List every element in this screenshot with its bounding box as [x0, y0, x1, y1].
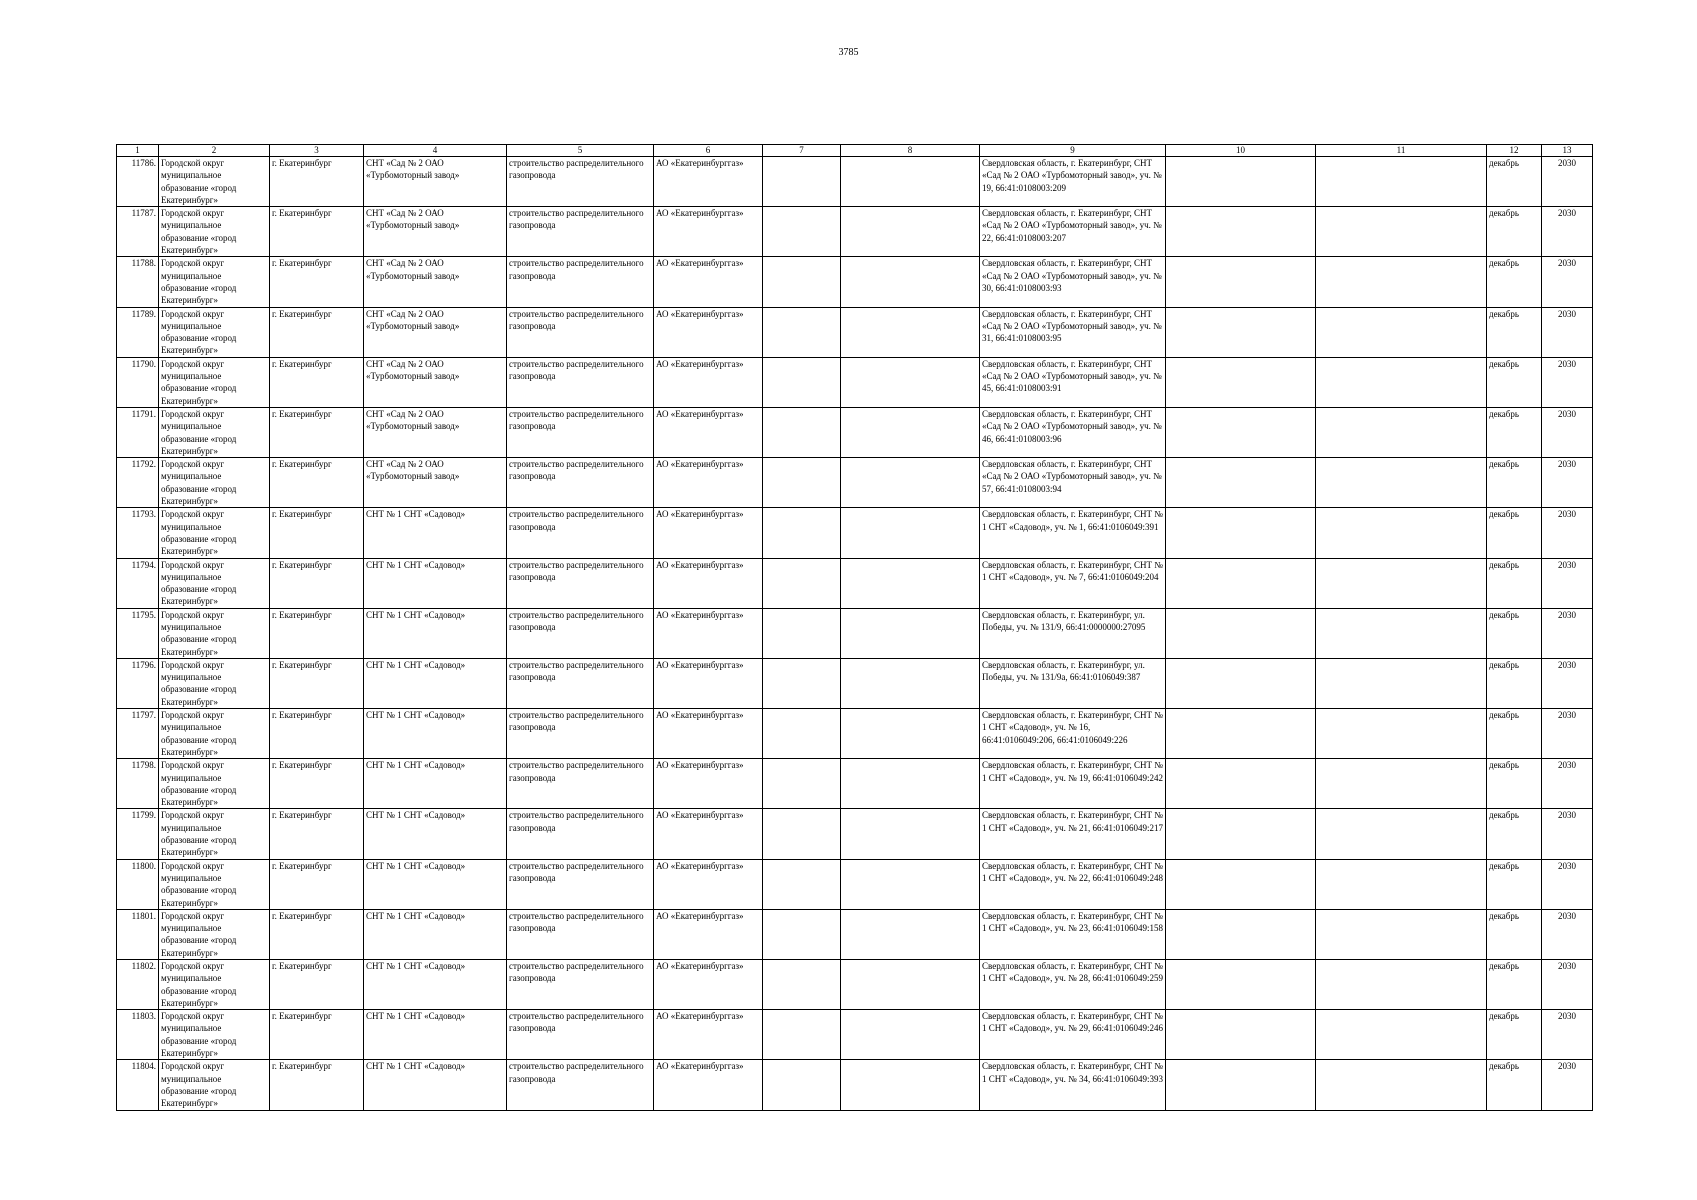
column-header-7: 7 [763, 145, 841, 157]
table-row [117, 508, 1593, 558]
cell-col-11 [1316, 709, 1487, 759]
cell-col-11 [1316, 558, 1487, 608]
cell-col-8 [841, 207, 980, 257]
cell-row-number: 11799. [117, 809, 159, 859]
cell-col-11 [1316, 207, 1487, 257]
cell-municipality: Городской округ муниципальное образование «город Екатеринбург» [159, 508, 270, 558]
cell-municipality: Городской округ муниципальное образование «город Екатеринбург» [159, 257, 270, 307]
table-row [117, 207, 1593, 257]
cell-month: декабрь [1487, 207, 1542, 257]
cell-city: г. Екатеринбург [270, 157, 364, 207]
cell-organization: АО «Екатеринбурггаз» [654, 759, 763, 809]
table-row [117, 407, 1593, 457]
cell-snt-name: СНТ «Сад № 2 ОАО «Турбомоторный завод» [364, 257, 507, 307]
cell-col-10 [1166, 458, 1316, 508]
cell-work-type: строительство распределительного газопровода [507, 859, 654, 909]
cell-work-type: строительство распределительного газопровода [507, 157, 654, 207]
cell-year: 2030 [1542, 960, 1593, 1010]
cell-col-11 [1316, 759, 1487, 809]
cell-col-8 [841, 1060, 980, 1110]
cell-year: 2030 [1542, 207, 1593, 257]
cell-col-11 [1316, 1010, 1487, 1060]
cell-month: декабрь [1487, 257, 1542, 307]
cell-row-number: 11798. [117, 759, 159, 809]
cell-row-number: 11788. [117, 257, 159, 307]
cell-col-10 [1166, 357, 1316, 407]
cell-col-10 [1166, 909, 1316, 959]
cell-year: 2030 [1542, 508, 1593, 558]
cell-col-7 [763, 407, 841, 457]
cell-work-type: строительство распределительного газопровода [507, 909, 654, 959]
cell-month: декабрь [1487, 809, 1542, 859]
table-row [117, 658, 1593, 708]
table-row [117, 960, 1593, 1010]
cell-organization: АО «Екатеринбурггаз» [654, 357, 763, 407]
cell-address: Свердловская область, г. Екатеринбург, СНТ № 1 СНТ «Садовод», уч. № 23, 66:41:0106049:158 [980, 909, 1166, 959]
cell-municipality: Городской округ муниципальное образование «город Екатеринбург» [159, 207, 270, 257]
column-header-8: 8 [841, 145, 980, 157]
cell-organization: АО «Екатеринбурггаз» [654, 207, 763, 257]
cell-snt-name: СНТ № 1 СНТ «Садовод» [364, 658, 507, 708]
table-row [117, 1060, 1593, 1110]
cell-col-11 [1316, 960, 1487, 1010]
cell-address: Свердловская область, г. Екатеринбург, СНТ № 1 СНТ «Садовод», уч. № 1, 66:41:0106049:391 [980, 508, 1166, 558]
cell-year: 2030 [1542, 658, 1593, 708]
cell-month: декабрь [1487, 508, 1542, 558]
table-row [117, 157, 1593, 207]
cell-month: декабрь [1487, 407, 1542, 457]
cell-snt-name: СНТ № 1 СНТ «Садовод» [364, 508, 507, 558]
cell-organization: АО «Екатеринбурггаз» [654, 307, 763, 357]
cell-col-8 [841, 658, 980, 708]
cell-city: г. Екатеринбург [270, 1060, 364, 1110]
table-row [117, 558, 1593, 608]
cell-city: г. Екатеринбург [270, 1010, 364, 1060]
cell-month: декабрь [1487, 307, 1542, 357]
cell-city: г. Екатеринбург [270, 759, 364, 809]
cell-work-type: строительство распределительного газопровода [507, 1010, 654, 1060]
cell-row-number: 11804. [117, 1060, 159, 1110]
cell-organization: АО «Екатеринбурггаз» [654, 1060, 763, 1110]
cell-col-7 [763, 1060, 841, 1110]
cell-row-number: 11795. [117, 608, 159, 658]
cell-work-type: строительство распределительного газопровода [507, 558, 654, 608]
cell-snt-name: СНТ № 1 СНТ «Садовод» [364, 1010, 507, 1060]
cell-col-7 [763, 709, 841, 759]
cell-city: г. Екатеринбург [270, 859, 364, 909]
cell-organization: АО «Екатеринбурггаз» [654, 709, 763, 759]
table-row [117, 307, 1593, 357]
cell-work-type: строительство распределительного газопровода [507, 207, 654, 257]
cell-municipality: Городской округ муниципальное образование «город Екатеринбург» [159, 407, 270, 457]
cell-snt-name: СНТ № 1 СНТ «Садовод» [364, 960, 507, 1010]
cell-row-number: 11794. [117, 558, 159, 608]
cell-snt-name: СНТ «Сад № 2 ОАО «Турбомоторный завод» [364, 157, 507, 207]
cell-col-10 [1166, 207, 1316, 257]
cell-col-10 [1166, 307, 1316, 357]
cell-municipality: Городской округ муниципальное образование «город Екатеринбург» [159, 759, 270, 809]
cell-city: г. Екатеринбург [270, 709, 364, 759]
cell-address: Свердловская область, г. Екатеринбург, СНТ «Сад № 2 ОАО «Турбомоторный завод», уч. № 30, 66:41:0108003:93 [980, 257, 1166, 307]
cell-col-7 [763, 307, 841, 357]
cell-col-11 [1316, 307, 1487, 357]
cell-col-11 [1316, 909, 1487, 959]
cell-snt-name: СНТ «Сад № 2 ОАО «Турбомоторный завод» [364, 207, 507, 257]
cell-col-10 [1166, 508, 1316, 558]
cell-municipality: Городской округ муниципальное образование «город Екатеринбург» [159, 709, 270, 759]
table-row [117, 357, 1593, 407]
column-header-12: 12 [1487, 145, 1542, 157]
cell-col-8 [841, 407, 980, 457]
cell-col-11 [1316, 809, 1487, 859]
cell-municipality: Городской округ муниципальное образование «город Екатеринбург» [159, 809, 270, 859]
cell-address: Свердловская область, г. Екатеринбург, СНТ № 1 СНТ «Садовод», уч. № 34, 66:41:0106049:393 [980, 1060, 1166, 1110]
cell-work-type: строительство распределительного газопровода [507, 257, 654, 307]
cell-address: Свердловская область, г. Екатеринбург, СНТ «Сад № 2 ОАО «Турбомоторный завод», уч. № 46, 66:41:0108003:96 [980, 407, 1166, 457]
cell-organization: АО «Екатеринбурггаз» [654, 1010, 763, 1060]
cell-year: 2030 [1542, 407, 1593, 457]
cell-snt-name: СНТ № 1 СНТ «Садовод» [364, 759, 507, 809]
cell-col-7 [763, 357, 841, 407]
cell-row-number: 11793. [117, 508, 159, 558]
cell-col-10 [1166, 608, 1316, 658]
cell-organization: АО «Екатеринбурггаз» [654, 257, 763, 307]
cell-col-11 [1316, 157, 1487, 207]
table-row [117, 809, 1593, 859]
cell-snt-name: СНТ «Сад № 2 ОАО «Турбомоторный завод» [364, 458, 507, 508]
cell-municipality: Городской округ муниципальное образование «город Екатеринбург» [159, 608, 270, 658]
cell-col-10 [1166, 658, 1316, 708]
cell-city: г. Екатеринбург [270, 809, 364, 859]
cell-municipality: Городской округ муниципальное образование «город Екатеринбург» [159, 558, 270, 608]
cell-col-8 [841, 608, 980, 658]
cell-col-7 [763, 157, 841, 207]
table-row [117, 1010, 1593, 1060]
cell-work-type: строительство распределительного газопровода [507, 407, 654, 457]
cell-municipality: Городской округ муниципальное образование «город Екатеринбург» [159, 960, 270, 1010]
cell-address: Свердловская область, г. Екатеринбург, ул. Победы, уч. № 131/9а, 66:41:0106049:387 [980, 658, 1166, 708]
cell-municipality: Городской округ муниципальное образование «город Екатеринбург» [159, 1060, 270, 1110]
cell-col-7 [763, 558, 841, 608]
cell-work-type: строительство распределительного газопровода [507, 458, 654, 508]
cell-col-8 [841, 307, 980, 357]
cell-municipality: Городской округ муниципальное образование «город Екатеринбург» [159, 157, 270, 207]
cell-municipality: Городской округ муниципальное образование «город Екатеринбург» [159, 458, 270, 508]
header-row [117, 145, 1593, 157]
cell-col-7 [763, 1010, 841, 1060]
cell-work-type: строительство распределительного газопровода [507, 357, 654, 407]
column-header-10: 10 [1166, 145, 1316, 157]
cell-address: Свердловская область, г. Екатеринбург, СНТ «Сад № 2 ОАО «Турбомоторный завод», уч. № 19, 66:41:0108003:209 [980, 157, 1166, 207]
cell-year: 2030 [1542, 1060, 1593, 1110]
cell-year: 2030 [1542, 809, 1593, 859]
register-table [116, 144, 1593, 1111]
cell-col-10 [1166, 809, 1316, 859]
cell-col-7 [763, 257, 841, 307]
cell-row-number: 11797. [117, 709, 159, 759]
cell-work-type: строительство распределительного газопровода [507, 508, 654, 558]
cell-col-11 [1316, 608, 1487, 658]
cell-municipality: Городской округ муниципальное образование «город Екатеринбург» [159, 307, 270, 357]
cell-snt-name: СНТ «Сад № 2 ОАО «Турбомоторный завод» [364, 357, 507, 407]
cell-year: 2030 [1542, 709, 1593, 759]
cell-address: Свердловская область, г. Екатеринбург, СНТ № 1 СНТ «Садовод», уч. № 22, 66:41:0106049:248 [980, 859, 1166, 909]
cell-col-7 [763, 508, 841, 558]
table-row [117, 909, 1593, 959]
cell-snt-name: СНТ «Сад № 2 ОАО «Турбомоторный завод» [364, 307, 507, 357]
cell-municipality: Городской округ муниципальное образование «город Екатеринбург» [159, 658, 270, 708]
cell-year: 2030 [1542, 608, 1593, 658]
cell-city: г. Екатеринбург [270, 658, 364, 708]
cell-work-type: строительство распределительного газопровода [507, 759, 654, 809]
cell-year: 2030 [1542, 458, 1593, 508]
cell-work-type: строительство распределительного газопровода [507, 960, 654, 1010]
cell-year: 2030 [1542, 759, 1593, 809]
cell-month: декабрь [1487, 909, 1542, 959]
cell-col-10 [1166, 1010, 1316, 1060]
cell-work-type: строительство распределительного газопровода [507, 608, 654, 658]
cell-city: г. Екатеринбург [270, 909, 364, 959]
table-row [117, 608, 1593, 658]
cell-organization: АО «Екатеринбурггаз» [654, 608, 763, 658]
cell-month: декабрь [1487, 759, 1542, 809]
cell-col-7 [763, 207, 841, 257]
cell-col-8 [841, 558, 980, 608]
cell-city: г. Екатеринбург [270, 558, 364, 608]
cell-organization: АО «Екатеринбурггаз» [654, 558, 763, 608]
cell-organization: АО «Екатеринбурггаз» [654, 909, 763, 959]
cell-col-11 [1316, 257, 1487, 307]
table-row [117, 458, 1593, 508]
cell-col-7 [763, 909, 841, 959]
cell-col-8 [841, 508, 980, 558]
cell-row-number: 11800. [117, 859, 159, 909]
cell-col-8 [841, 1010, 980, 1060]
cell-col-11 [1316, 859, 1487, 909]
cell-month: декабрь [1487, 1010, 1542, 1060]
cell-city: г. Екатеринбург [270, 407, 364, 457]
cell-month: декабрь [1487, 960, 1542, 1010]
column-header-13: 13 [1542, 145, 1593, 157]
cell-year: 2030 [1542, 157, 1593, 207]
cell-municipality: Городской округ муниципальное образование «город Екатеринбург» [159, 909, 270, 959]
cell-col-11 [1316, 407, 1487, 457]
page-number: 3785 [838, 47, 859, 58]
cell-row-number: 11803. [117, 1010, 159, 1060]
cell-month: декабрь [1487, 859, 1542, 909]
cell-row-number: 11786. [117, 157, 159, 207]
column-header-3: 3 [270, 145, 364, 157]
cell-row-number: 11802. [117, 960, 159, 1010]
cell-col-7 [763, 960, 841, 1010]
cell-city: г. Екатеринбург [270, 608, 364, 658]
cell-year: 2030 [1542, 307, 1593, 357]
cell-col-10 [1166, 257, 1316, 307]
cell-month: декабрь [1487, 157, 1542, 207]
cell-col-10 [1166, 157, 1316, 207]
cell-snt-name: СНТ № 1 СНТ «Садовод» [364, 859, 507, 909]
cell-month: декабрь [1487, 608, 1542, 658]
cell-address: Свердловская область, г. Екатеринбург, ул. Победы, уч. № 131/9, 66:41:0000000:27095 [980, 608, 1166, 658]
cell-organization: АО «Екатеринбурггаз» [654, 859, 763, 909]
cell-row-number: 11790. [117, 357, 159, 407]
cell-municipality: Городской округ муниципальное образование «город Екатеринбург» [159, 357, 270, 407]
table-row [117, 257, 1593, 307]
column-header-2: 2 [159, 145, 270, 157]
cell-organization: АО «Екатеринбурггаз» [654, 157, 763, 207]
cell-organization: АО «Екатеринбурггаз» [654, 658, 763, 708]
cell-col-10 [1166, 558, 1316, 608]
cell-address: Свердловская область, г. Екатеринбург, СНТ № 1 СНТ «Садовод», уч. № 29, 66:41:0106049:246 [980, 1010, 1166, 1060]
cell-address: Свердловская область, г. Екатеринбург, СНТ № 1 СНТ «Садовод», уч. № 28, 66:41:0106049:259 [980, 960, 1166, 1010]
cell-row-number: 11792. [117, 458, 159, 508]
cell-work-type: строительство распределительного газопровода [507, 809, 654, 859]
cell-col-10 [1166, 1060, 1316, 1110]
cell-col-8 [841, 809, 980, 859]
cell-organization: АО «Екатеринбурггаз» [654, 809, 763, 859]
cell-year: 2030 [1542, 257, 1593, 307]
cell-col-8 [841, 257, 980, 307]
cell-month: декабрь [1487, 709, 1542, 759]
cell-address: Свердловская область, г. Екатеринбург, СНТ «Сад № 2 ОАО «Турбомоторный завод», уч. № 57, 66:41:0108003:94 [980, 458, 1166, 508]
cell-month: декабрь [1487, 1060, 1542, 1110]
cell-month: декабрь [1487, 558, 1542, 608]
table-header [117, 145, 1593, 157]
cell-city: г. Екатеринбург [270, 357, 364, 407]
cell-col-11 [1316, 508, 1487, 558]
cell-col-11 [1316, 658, 1487, 708]
cell-municipality: Городской округ муниципальное образование «город Екатеринбург» [159, 1010, 270, 1060]
cell-col-11 [1316, 458, 1487, 508]
cell-col-10 [1166, 859, 1316, 909]
cell-snt-name: СНТ № 1 СНТ «Садовод» [364, 809, 507, 859]
cell-snt-name: СНТ № 1 СНТ «Садовод» [364, 709, 507, 759]
table-row [117, 759, 1593, 809]
column-header-11: 11 [1316, 145, 1487, 157]
cell-col-10 [1166, 407, 1316, 457]
cell-col-10 [1166, 960, 1316, 1010]
cell-row-number: 11801. [117, 909, 159, 959]
cell-month: декабрь [1487, 658, 1542, 708]
cell-col-10 [1166, 759, 1316, 809]
cell-snt-name: СНТ № 1 СНТ «Садовод» [364, 1060, 507, 1110]
cell-city: г. Екатеринбург [270, 458, 364, 508]
cell-organization: АО «Екатеринбурггаз» [654, 508, 763, 558]
column-header-9: 9 [980, 145, 1166, 157]
cell-col-7 [763, 859, 841, 909]
cell-city: г. Екатеринбург [270, 960, 364, 1010]
cell-row-number: 11787. [117, 207, 159, 257]
cell-year: 2030 [1542, 558, 1593, 608]
cell-col-7 [763, 458, 841, 508]
cell-col-11 [1316, 357, 1487, 407]
column-header-6: 6 [654, 145, 763, 157]
cell-address: Свердловская область, г. Екатеринбург, СНТ № 1 СНТ «Садовод», уч. № 7, 66:41:0106049:204 [980, 558, 1166, 608]
cell-col-8 [841, 709, 980, 759]
cell-row-number: 11796. [117, 658, 159, 708]
cell-work-type: строительство распределительного газопровода [507, 307, 654, 357]
cell-col-7 [763, 759, 841, 809]
cell-row-number: 11789. [117, 307, 159, 357]
cell-city: г. Екатеринбург [270, 207, 364, 257]
cell-city: г. Екатеринбург [270, 307, 364, 357]
cell-col-10 [1166, 709, 1316, 759]
cell-work-type: строительство распределительного газопровода [507, 709, 654, 759]
cell-city: г. Екатеринбург [270, 508, 364, 558]
cell-col-11 [1316, 1060, 1487, 1110]
cell-work-type: строительство распределительного газопровода [507, 658, 654, 708]
cell-row-number: 11791. [117, 407, 159, 457]
cell-snt-name: СНТ № 1 СНТ «Садовод» [364, 558, 507, 608]
cell-address: Свердловская область, г. Екатеринбург, СНТ № 1 СНТ «Садовод», уч. № 16, 66:41:0106049:206, 66:41:0106049:226 [980, 709, 1166, 759]
cell-col-7 [763, 809, 841, 859]
cell-snt-name: СНТ № 1 СНТ «Садовод» [364, 909, 507, 959]
cell-city: г. Екатеринбург [270, 257, 364, 307]
cell-col-7 [763, 608, 841, 658]
cell-col-8 [841, 960, 980, 1010]
cell-address: Свердловская область, г. Екатеринбург, СНТ № 1 СНТ «Садовод», уч. № 21, 66:41:0106049:217 [980, 809, 1166, 859]
cell-col-8 [841, 157, 980, 207]
cell-col-8 [841, 859, 980, 909]
cell-col-8 [841, 909, 980, 959]
column-header-1: 1 [117, 145, 159, 157]
cell-snt-name: СНТ «Сад № 2 ОАО «Турбомоторный завод» [364, 407, 507, 457]
cell-col-8 [841, 357, 980, 407]
cell-snt-name: СНТ № 1 СНТ «Садовод» [364, 608, 507, 658]
cell-month: декабрь [1487, 357, 1542, 407]
cell-col-7 [763, 658, 841, 708]
cell-year: 2030 [1542, 859, 1593, 909]
cell-year: 2030 [1542, 357, 1593, 407]
table-row [117, 859, 1593, 909]
column-header-4: 4 [364, 145, 507, 157]
cell-organization: АО «Екатеринбурггаз» [654, 458, 763, 508]
cell-work-type: строительство распределительного газопровода [507, 1060, 654, 1110]
cell-organization: АО «Екатеринбурггаз» [654, 960, 763, 1010]
cell-year: 2030 [1542, 1010, 1593, 1060]
cell-organization: АО «Екатеринбурггаз» [654, 407, 763, 457]
column-header-5: 5 [507, 145, 654, 157]
table-body [117, 157, 1593, 1111]
cell-col-8 [841, 458, 980, 508]
cell-address: Свердловская область, г. Екатеринбург, СНТ «Сад № 2 ОАО «Турбомоторный завод», уч. № 31, 66:41:0108003:95 [980, 307, 1166, 357]
cell-col-8 [841, 759, 980, 809]
cell-year: 2030 [1542, 909, 1593, 959]
cell-municipality: Городской округ муниципальное образование «город Екатеринбург» [159, 859, 270, 909]
cell-address: Свердловская область, г. Екатеринбург, СНТ «Сад № 2 ОАО «Турбомоторный завод», уч. № 22, 66:41:0108003:207 [980, 207, 1166, 257]
table-row [117, 709, 1593, 759]
cell-month: декабрь [1487, 458, 1542, 508]
cell-address: Свердловская область, г. Екатеринбург, СНТ № 1 СНТ «Садовод», уч. № 19, 66:41:0106049:242 [980, 759, 1166, 809]
cell-address: Свердловская область, г. Екатеринбург, СНТ «Сад № 2 ОАО «Турбомоторный завод», уч. № 45, 66:41:0108003:91 [980, 357, 1166, 407]
